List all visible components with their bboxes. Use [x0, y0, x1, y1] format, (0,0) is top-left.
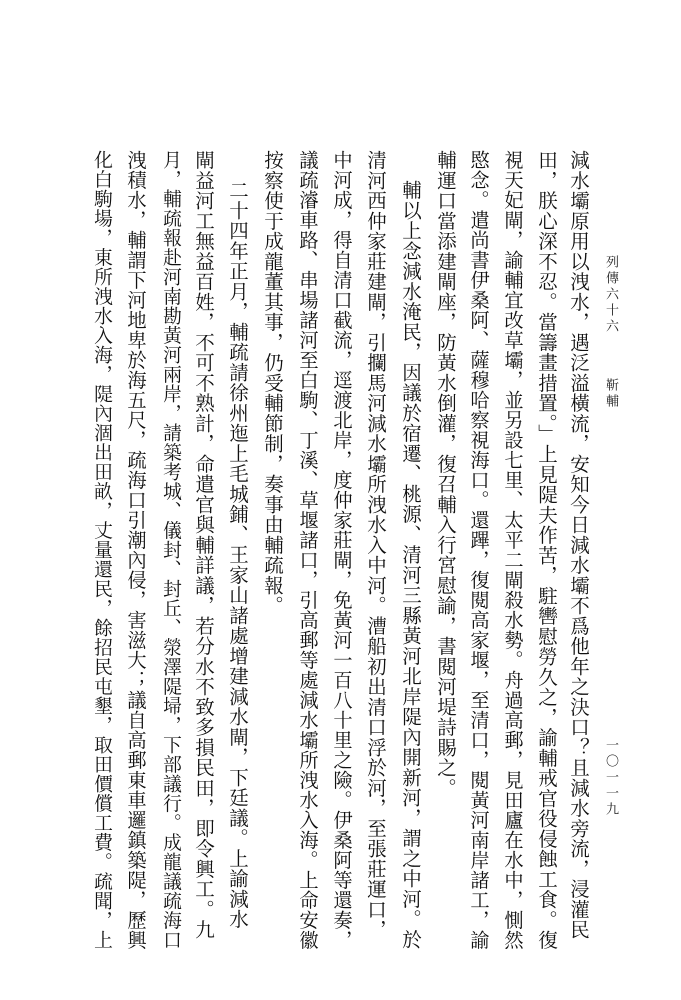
text-column: 月，輔疏報赴河南勘黃河兩岸，請築考城、儀封、封丘、滎澤隄埽，下部議行。成龍議疏海口 — [160, 150, 181, 950]
text-column: 清河西仲家莊建閘，引攔馬河減水壩所洩水入中河。漕船初出清口浮於河，至張莊運口， — [364, 150, 387, 940]
text-column: 閘益河工無益百姓，不可不熟計，命遣官與輔詳議，若分水不致多損民田，即令興工。九 — [192, 150, 215, 940]
text-column: 視天妃閘，諭輔宜改草壩，並另設七里、太平二閘殺水勢。舟過高郵，見田廬在水中，惻然 — [501, 150, 524, 950]
text-column: 輔以上念減水淹民，因議於宿遷、桃源、清河三縣黃河北岸隄內開新河，謂之中河。於 — [399, 180, 422, 950]
running-head-name: 靳輔 — [603, 378, 618, 410]
text-column: 洩積水，輔謂下河地卑於海五尺，疏海口引潮內侵，害滋大；議自高郵東車邏鎮築隄，歷興 — [124, 150, 147, 950]
text-column: 減水壩原用以洩水，遇泛溢橫流，安知今日減水壩不爲他年之決口？且減水旁流，浸灌民 — [567, 150, 590, 940]
text-column: 化白駒場，東所洩水入海，隄內涸出田畝，丈量還民，餘招民屯墾，取田價償工費。疏聞，上 — [91, 150, 112, 950]
page-number: 一〇一一九 — [603, 738, 618, 818]
text-column: 二十四年正月，輔疏請徐州迤上毛城鋪、王家山諸處增建減水閘，下廷議。上諭減水 — [226, 180, 249, 930]
text-column: 愍念。遣尚書伊桑阿、薩穆哈察視海口。還蹕，復閱高家堰，至清口，閱黃河南岸諸工，諭 — [467, 150, 490, 950]
text-column: 議疏濬車路、串場諸河至白駒、丁溪、草堰諸口，引高郵等處減水壩所洩水入海。上命安徽 — [296, 150, 319, 950]
text-column: 輔運口當添建閘座，防黃水倒灌，復召輔入行宮慰諭，書閱河堤詩賜之。 — [434, 150, 457, 798]
running-head-section: 列傳六十六 — [603, 255, 618, 335]
text-column: 田，朕心深不忍。當籌畫措置。」上見隄夫作苦，駐轡慰勞久之，諭輔戒官役侵蝕工食。復 — [535, 150, 558, 951]
text-column: 中河成，得自清口截流，逕渡北岸，度仲家莊閘，免黃河一百八十里之險。伊桑阿等還奏， — [330, 150, 353, 950]
text-column: 按察使于成龍董其事，仍受輔節制，奏事由輔疏報。 — [261, 150, 284, 616]
